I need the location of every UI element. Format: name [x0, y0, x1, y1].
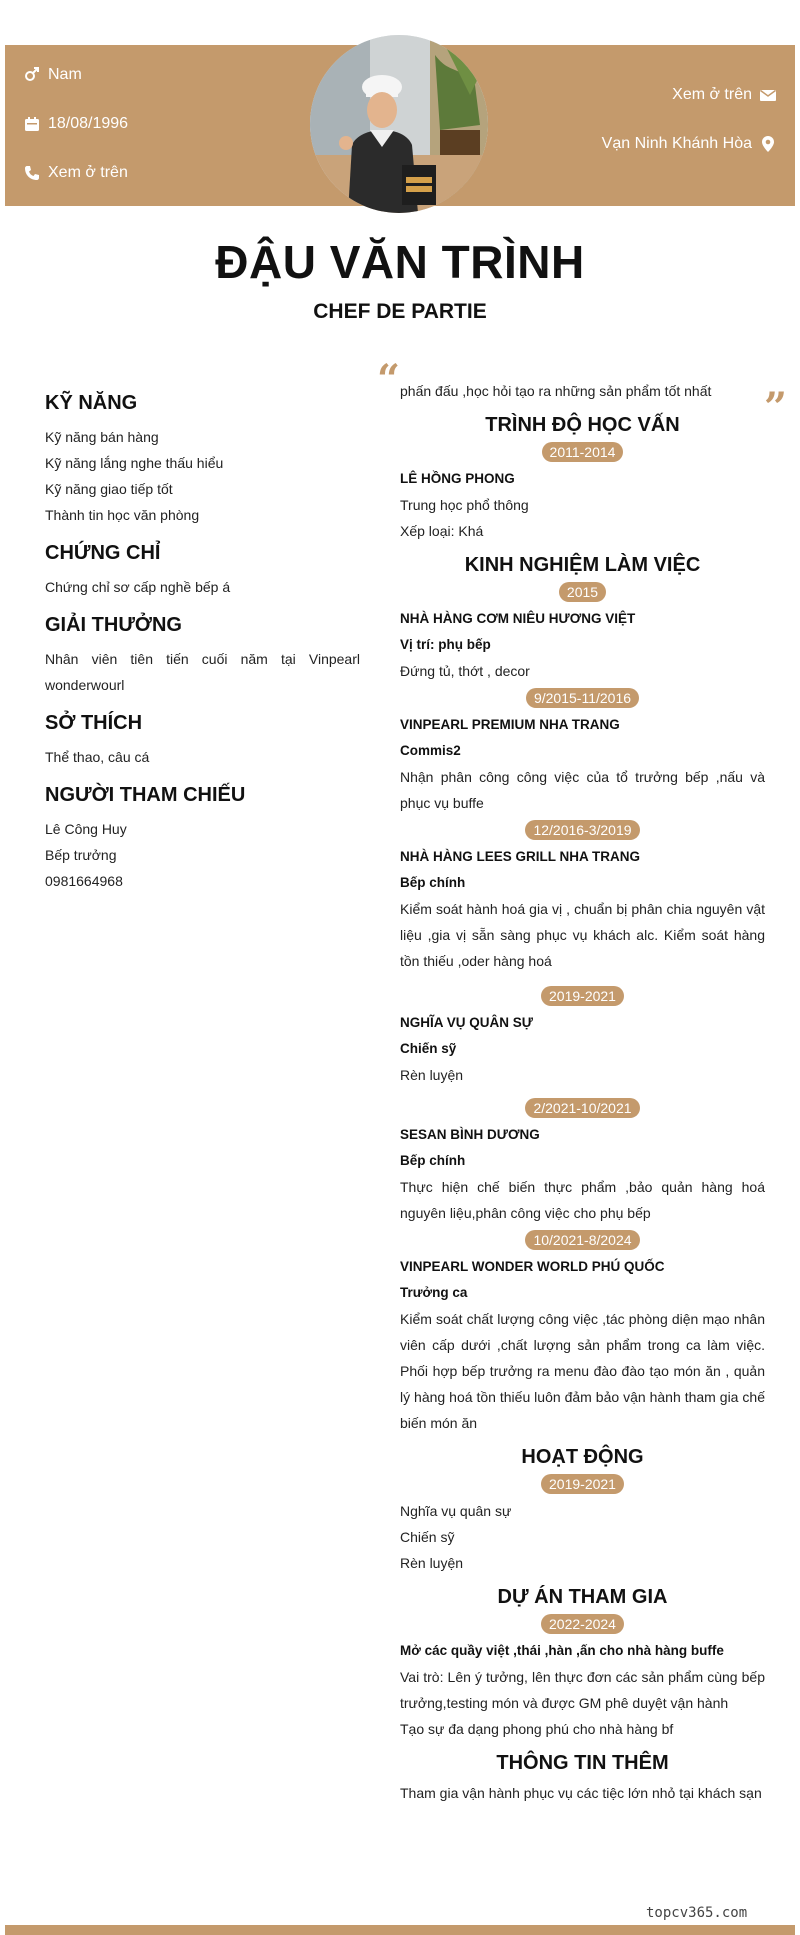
job-description: Đứng tủ, thớt , decor — [400, 663, 530, 679]
experience-title: KINH NGHIỆM LÀM VIỆC — [464, 554, 701, 576]
skills-section — [45, 392, 360, 528]
calendar-icon — [24, 116, 40, 132]
award-line: Nhân viên tiên tiến cuối năm tại Vinpearl — [45, 651, 360, 667]
watermark: topcv365.com — [646, 1905, 748, 1921]
references-section — [45, 784, 360, 894]
skill-item: Thành tin học văn phòng — [45, 507, 200, 523]
phone-info — [24, 164, 128, 182]
map-marker-icon — [760, 136, 776, 152]
additional-text: Tham gia vận hành phục vụ các tiệc lớn nhỏ tại khách sạn — [400, 1785, 762, 1801]
award-line: wonderwourl — [45, 677, 125, 693]
experience-entry — [400, 844, 765, 974]
period-badge: 2011-2014 — [542, 442, 624, 462]
certificates-title: CHỨNG CHỈ — [45, 542, 161, 564]
education-entry — [400, 466, 765, 544]
activities-section — [400, 1446, 765, 1576]
project-name: Mở các quầy việt ,thái ,hàn ,ấn cho nhà hàng buffe — [400, 1643, 724, 1658]
email-info — [672, 86, 776, 104]
gender-text: Nam — [48, 66, 82, 83]
award-item — [45, 646, 360, 698]
envelope-icon — [760, 87, 776, 103]
experience-entry — [400, 712, 765, 816]
experience-section — [400, 554, 765, 1436]
period-badge: 2/2021-10/2021 — [525, 1098, 639, 1118]
candidate-name: ĐẬU VĂN TRÌNH — [215, 236, 585, 288]
company-name: NGHĨA VỤ QUÂN SỰ — [400, 1015, 533, 1030]
company-name: SESAN BÌNH DƯƠNG — [400, 1127, 540, 1142]
venus-mars-icon — [24, 67, 40, 83]
job-role: Commis2 — [400, 743, 461, 758]
experience-entry — [400, 1254, 765, 1436]
skill-item: Kỹ năng bán hàng — [45, 429, 159, 445]
additional-section — [400, 1752, 765, 1806]
dob-info — [24, 115, 128, 133]
address-info — [602, 135, 776, 153]
reference-phone: 0981664968 — [45, 873, 123, 889]
project-entry — [400, 1638, 765, 1742]
experience-entry — [400, 1010, 765, 1088]
quote-open-icon: “ — [377, 356, 401, 403]
job-position: CHEF DE PARTIE — [313, 300, 487, 323]
chef-photo — [310, 35, 488, 213]
skill-item: Kỹ năng lắng nghe thấu hiểu — [45, 455, 224, 471]
job-role: Vị trí: phụ bếp — [400, 637, 491, 652]
project-extra: Tạo sự đa dạng phong phú cho nhà hàng bf — [400, 1721, 674, 1737]
awards-section — [45, 614, 360, 698]
activity-line: Chiến sỹ — [400, 1529, 455, 1545]
certificates-section — [45, 542, 360, 600]
hobbies-title: SỞ THÍCH — [45, 712, 143, 734]
career-objective: phấn đấu ,học hỏi tạo ra những sản phẩm tốt nhất — [400, 383, 712, 399]
hobbies-section — [45, 712, 360, 770]
right-column — [400, 378, 765, 1806]
phone-text: Xem ở trên — [48, 164, 128, 181]
quote-close-icon: ” — [764, 384, 788, 431]
activity-line: Rèn luyện — [400, 1555, 464, 1571]
project-description: Vai trò: Lên ý tưởng, lên thực đơn các sản phẩm cùng bếp trưởng,testing món và được GM phê duyệt vận hành — [400, 1669, 765, 1711]
job-description: Nhận phân công công việc của tổ trưởng bếp ,nấu và phục vụ buffe — [400, 769, 765, 811]
school-name: LÊ HỒNG PHONG — [400, 471, 515, 486]
company-name: NHÀ HÀNG LEES GRILL NHA TRANG — [400, 849, 641, 864]
avatar — [310, 35, 488, 213]
experience-entry — [400, 606, 765, 684]
job-description: Rèn luyện — [400, 1067, 464, 1083]
company-name: VINPEARL PREMIUM NHA TRANG — [400, 717, 620, 732]
skills-title: KỸ NĂNG — [45, 392, 138, 414]
education-section — [400, 414, 765, 544]
job-role: Trưởng ca — [400, 1285, 468, 1300]
email-text[interactable]: Xem ở trên — [672, 86, 752, 103]
education-level: Trung học phổ thông — [400, 497, 529, 513]
period-badge: 2019-2021 — [541, 986, 624, 1006]
references-title: NGƯỜI THAM CHIẾU — [45, 784, 246, 806]
job-role: Chiến sỹ — [400, 1041, 457, 1056]
job-description: Kiểm soát hành hoá gia vị , chuẩn bị phân chia nguyên vật liệu ,gia vị sẵn sàng phục vụ khách alc. Kiểm soát hàng tồn thiếu ,oder hàng hoá — [400, 901, 765, 969]
company-name: NHÀ HÀNG CƠM NIÊU HƯƠNG VIỆT — [400, 611, 636, 626]
projects-section — [400, 1586, 765, 1742]
left-column — [45, 392, 360, 908]
footer-band — [5, 1925, 795, 1935]
reference-name: Lê Công Huy — [45, 821, 127, 837]
period-badge: 2022-2024 — [541, 1614, 624, 1634]
additional-title: THÔNG TIN THÊM — [496, 1752, 669, 1774]
job-description: Kiểm soát chất lượng công việc ,tác phòng diện mạo nhân viên cấp dưới ,chất lượng sản phẩm trong ca làm việc. Phối hợp bếp trưởng ra menu đào đào tạo món ăn , quản lý hàng hoá tồn thiếu luôn đảm bảo vận hành tham gia chế biến món ăn — [400, 1311, 765, 1431]
period-badge: 9/2015-11/2016 — [526, 688, 639, 708]
job-role: Bếp chính — [400, 1153, 466, 1168]
certificate-item: Chứng chỉ sơ cấp nghề bếp á — [45, 579, 231, 595]
job-description: Thực hiện chế biến thực phẩm ,bảo quản hàng hoá nguyên liệu,phân công việc cho phụ bếp — [400, 1179, 765, 1221]
dob-text: 18/08/1996 — [48, 115, 129, 132]
job-role: Bếp chính — [400, 875, 466, 890]
period-badge: 2019-2021 — [541, 1474, 624, 1494]
period-badge: 12/2016-3/2019 — [525, 820, 639, 840]
address-text: Vạn Ninh Khánh Hòa — [601, 135, 752, 152]
period-badge: 2015 — [559, 582, 606, 602]
period-badge: 10/2021-8/2024 — [525, 1230, 639, 1250]
education-grade: Xếp loại: Khá — [400, 523, 484, 539]
awards-title: GIẢI THƯỞNG — [45, 614, 182, 636]
hobby-item: Thể thao, câu cá — [45, 749, 150, 765]
activity-entry — [400, 1498, 765, 1576]
gender-info — [24, 66, 82, 84]
projects-title: DỰ ÁN THAM GIA — [497, 1586, 668, 1608]
activities-title: HOẠT ĐỘNG — [521, 1446, 644, 1468]
reference-title: Bếp trưởng — [45, 847, 117, 863]
skill-item: Kỹ năng giao tiếp tốt — [45, 481, 173, 497]
phone-icon — [24, 165, 40, 181]
education-title: TRÌNH ĐỘ HỌC VẤN — [485, 414, 680, 436]
company-name: VINPEARL WONDER WORLD PHÚ QUỐC — [400, 1259, 665, 1274]
experience-entry — [400, 1122, 765, 1226]
activity-line: Nghĩa vụ quân sự — [400, 1503, 512, 1519]
